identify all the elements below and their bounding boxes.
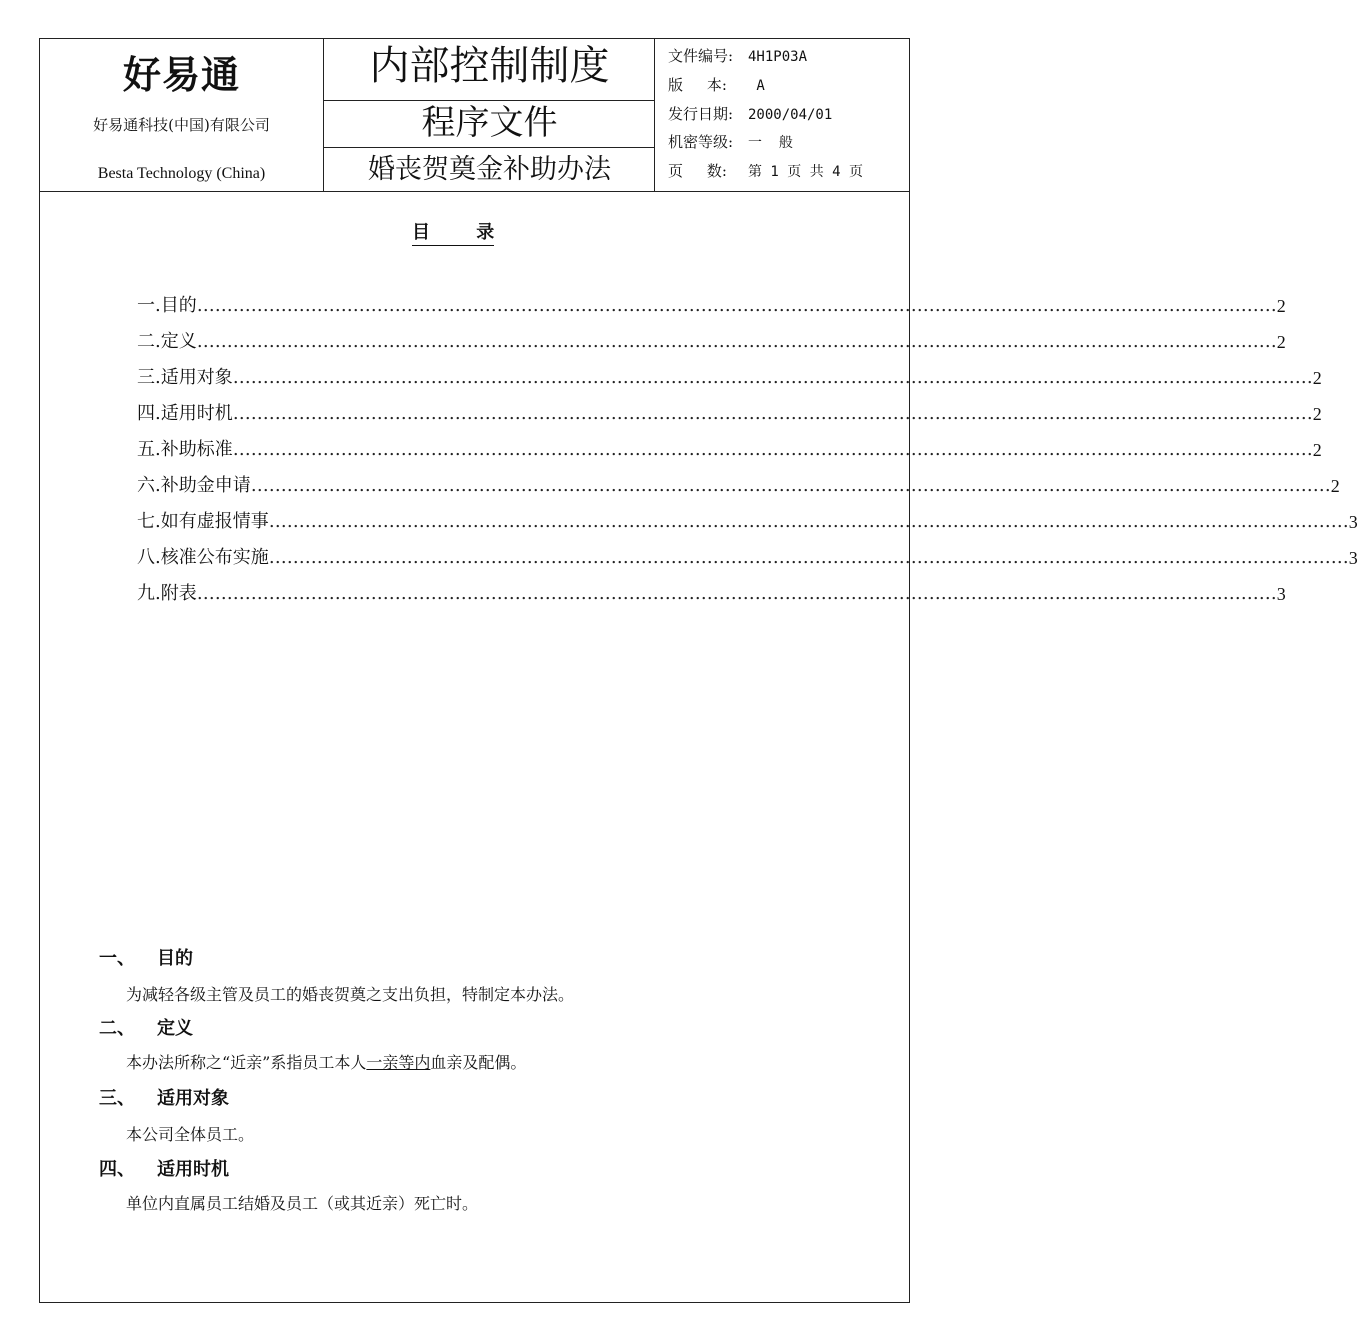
doc-type: 程序文件 (324, 101, 655, 148)
section-title: 定义 (157, 1018, 193, 1039)
section-heading (99, 1014, 193, 1040)
meta-confidentiality (668, 131, 793, 152)
doc-title: 婚丧贺奠金补助办法 (368, 154, 611, 185)
toc-item-number: 三. (137, 367, 161, 388)
section-body-text: 血亲及配偶。 (430, 1053, 527, 1072)
document-header (39, 38, 910, 192)
toc-item-number: 九. (137, 583, 161, 604)
toc-item (137, 545, 1358, 581)
meta-value: 第 1 页 共 4 页 (748, 164, 864, 180)
toc-leader-dots: ……………………………………………………………………………………………………………………………………………………………… (196, 583, 1277, 604)
section-body: 单位内直属员工结婚及员工（或其近亲）死亡时。 (126, 1194, 479, 1213)
toc-item-number: 二. (137, 331, 161, 352)
toc-item-page: 2 (1276, 332, 1286, 352)
section-body-underlined: 一亲等内 (366, 1053, 431, 1072)
toc-item-number: 一. (137, 295, 161, 316)
header-title-cell (324, 38, 655, 191)
toc-item (137, 437, 1322, 473)
section-body: 为减轻各级主管及员工的婚丧贺奠之支出负担，特制定本办法。 (126, 985, 575, 1004)
header-meta-cell (655, 38, 910, 191)
toc-leader-dots: ……………………………………………………………………………………………………………………………………………………………… (250, 475, 1331, 496)
toc-leader-dots: ……………………………………………………………………………………………………………………………………………………………… (196, 295, 1277, 316)
toc-item-page: 2 (1312, 440, 1322, 460)
company-name-cn: 好易通科技(中国)有限公司 (93, 116, 270, 134)
meta-issue-date (668, 103, 832, 124)
doc-category: 内部控制制度 (324, 38, 655, 101)
section-number: 三、 (99, 1088, 135, 1109)
meta-value: 4H1P03A (748, 49, 808, 65)
toc-item-label: 补助标准 (160, 439, 233, 460)
company-name-en: Besta Technology (China) (97, 165, 266, 182)
toc-leader-dots: ……………………………………………………………………………………………………………………………………………………………… (232, 439, 1313, 460)
meta-label: 文件编号: (668, 47, 734, 65)
toc-item-page: 2 (1330, 476, 1340, 496)
toc-item-label: 适用对象 (160, 367, 233, 388)
toc-leader-dots: ……………………………………………………………………………………………………………………………………………………………… (268, 511, 1349, 532)
toc-item-number: 六. (137, 475, 161, 496)
section-heading (99, 1155, 229, 1181)
toc-item-label: 补助金申请 (160, 475, 251, 496)
toc-item (137, 581, 1286, 617)
section-number: 二、 (99, 1018, 135, 1039)
meta-pages (668, 160, 863, 181)
toc-leader-dots: ……………………………………………………………………………………………………………………………………………………………… (232, 403, 1313, 424)
meta-label: 版 本: (668, 76, 727, 94)
meta-value: 2000/04/01 (748, 107, 833, 123)
section-title: 适用时机 (157, 1159, 229, 1180)
section-body (126, 1050, 526, 1073)
toc-item-label: 如有虚报情事 (160, 511, 269, 532)
toc-item-page: 3 (1276, 584, 1286, 604)
toc-item-number: 五. (137, 439, 161, 460)
toc-item-number: 八. (137, 547, 161, 568)
section-title: 目的 (157, 948, 193, 969)
toc-item-page: 2 (1276, 296, 1286, 316)
meta-value: A (748, 78, 765, 94)
toc-leader-dots: ……………………………………………………………………………………………………………………………………………………………… (232, 367, 1313, 388)
toc-title-char: 录 (476, 222, 495, 243)
toc-item (137, 473, 1340, 509)
toc-item-label: 核准公布实施 (160, 547, 269, 568)
section-number: 四、 (99, 1159, 135, 1180)
toc-item-page: 2 (1312, 404, 1322, 424)
section-number: 一、 (99, 948, 135, 969)
toc-item-label: 适用时机 (160, 403, 233, 424)
toc-list (137, 293, 1358, 617)
toc-item-label: 目的 (160, 295, 197, 316)
meta-label: 页 数: (668, 162, 727, 180)
meta-version (668, 74, 765, 95)
toc-item-page: 3 (1348, 548, 1358, 568)
toc-item-number: 七. (137, 511, 161, 532)
toc-item-label: 附表 (160, 583, 197, 604)
toc-leader-dots: ……………………………………………………………………………………………………………………………………………………………… (268, 547, 1349, 568)
toc-leader-dots: ……………………………………………………………………………………………………………………………………………………………… (196, 331, 1277, 352)
meta-doc-number (668, 45, 807, 66)
company-logo: 好易通 (122, 53, 240, 97)
section-heading (99, 944, 193, 970)
toc-item-page: 2 (1312, 368, 1322, 388)
toc-item (137, 293, 1286, 329)
toc-item (137, 329, 1286, 365)
toc-item (137, 401, 1322, 437)
toc-item (137, 509, 1358, 545)
meta-label: 机密等级: (668, 133, 734, 151)
section-title: 适用对象 (157, 1088, 229, 1109)
toc-item-page: 3 (1348, 512, 1358, 532)
toc-item (137, 365, 1322, 401)
section-body-text: 本办法所称之“近亲”系指员工本人 (126, 1053, 367, 1072)
toc-item-number: 四. (137, 403, 161, 424)
toc-title (412, 221, 494, 246)
section-body: 本公司全体员工。 (126, 1125, 255, 1144)
meta-label: 发行日期: (668, 105, 734, 123)
toc-title-char: 目 (412, 222, 430, 243)
toc-item-label: 定义 (160, 331, 197, 352)
meta-value: 一 般 (748, 135, 793, 151)
section-heading (99, 1084, 229, 1110)
header-company-cell (39, 38, 324, 191)
